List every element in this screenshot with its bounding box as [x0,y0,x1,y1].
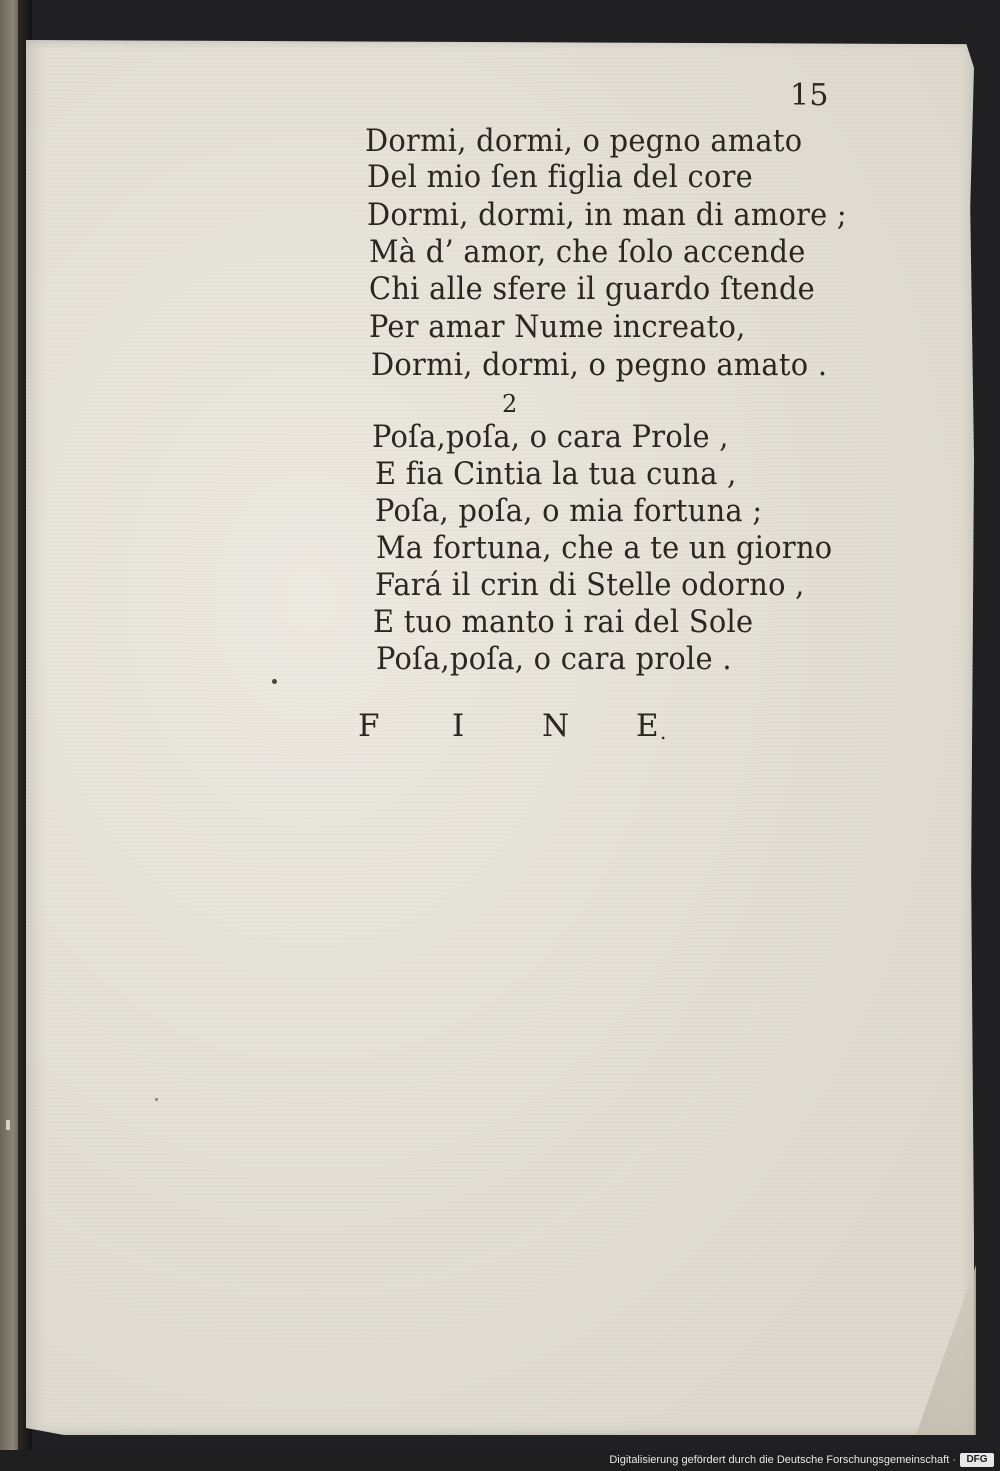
verse-line: Dormi, dormi, in man di amore ; [367,197,847,233]
fine-letter: E [636,708,659,744]
verse-line: Dormi, dormi, o pegno amato [365,123,803,159]
verse-line: Poſa, poſa, o mia fortuna ; [375,493,763,529]
footer-bar [0,1450,1000,1471]
funding-credit: Digitalisierung gefördert durch die Deutsche Forschungsgemeinschaft · [609,1454,956,1466]
verse-line: Fará il crin di Stelle odorno , [375,567,805,603]
dfg-logo: DFG [960,1453,994,1467]
paper-speck [155,1098,158,1101]
verse-line: Dormi, dormi, o pegno amato . [371,347,828,383]
verse-line: Per amar Nume increato, [369,309,746,345]
verse-line: Poſa,poſa, o cara prole . [376,641,732,677]
fine-letter: I [452,708,465,744]
verse-line: Del mio ſen figlia del core [367,159,754,195]
verse-line: Mà d’ amor, che ſolo accende [369,234,806,270]
fine-period: . [660,720,667,744]
stanza-number: 2 [502,390,518,418]
fine-letter: N [542,708,570,744]
paper-speck [6,1120,10,1130]
verse-line: Ma fortuna, che a te un giorno [376,530,833,566]
verse-line: E fia Cintia la tua cuna , [375,456,737,492]
verse-line: Chi alle sfere il guardo ſtende [369,271,816,307]
paper-speck [272,679,277,684]
verse-line: Poſa,poſa, o cara Prole , [372,419,729,455]
verse-line: E tuo manto i rai del Sole [373,604,754,640]
fine-letter: F [358,708,380,744]
page-number: 15 [790,78,829,113]
